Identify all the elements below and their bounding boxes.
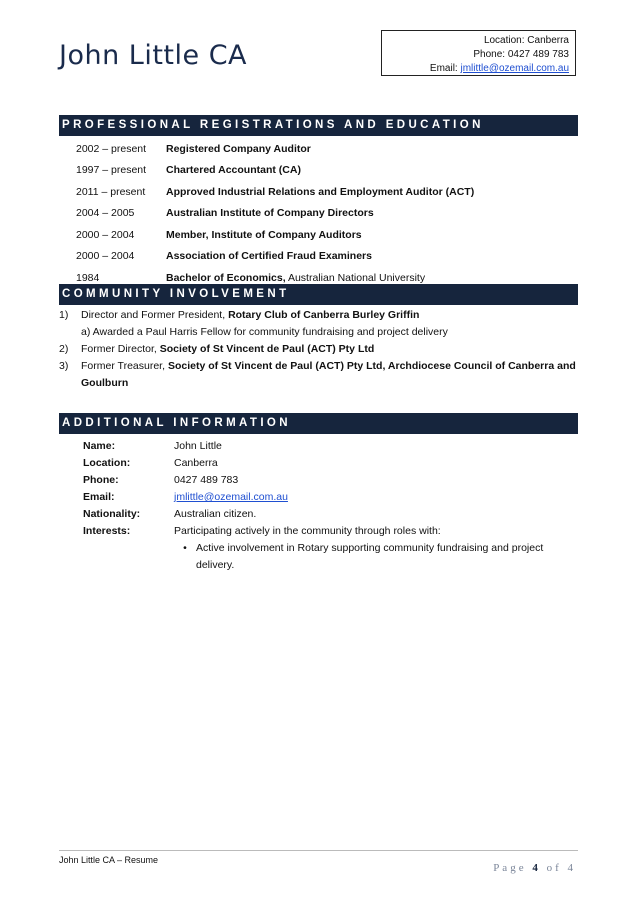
education-period: 1997 – present [76,164,147,177]
resume-name: John Little CA [59,40,248,71]
education-row [76,246,474,268]
contact-box [381,30,576,76]
education-period: 2002 – present [76,142,147,155]
section-education-heading: PROFESSIONAL REGISTRATIONS AND EDUCATION [59,115,578,136]
education-title: Registered Company Auditor [166,142,311,155]
page-prefix: Page [493,862,533,874]
info-label: Nationality: [83,508,141,520]
info-label: Email: [83,491,115,503]
info-value: 0427 489 783 [174,474,239,486]
community-item [59,358,579,392]
contact-email-link[interactable]: jmlittle@ozemail.com.au [460,63,569,74]
education-period: 2004 – 2005 [76,207,135,220]
community-role: Director and Former President, [81,309,229,321]
community-organisation: Rotary Club of Canberra Burley Griffin [228,309,420,321]
community-number: 3) [59,360,69,372]
info-label: Phone: [83,474,119,486]
info-value: Australian citizen. [174,508,257,520]
section-additional-heading: ADDITIONAL INFORMATION [59,413,578,434]
community-role: Former Treasurer, [81,360,168,372]
education-period: 2000 – 2004 [76,250,135,263]
info-email-link[interactable]: jmlittle@ozemail.com.au [174,491,288,503]
education-title: Member, Institute of Company Auditors [166,228,362,241]
education-title: Australian Institute of Company Directors [166,207,374,220]
interest-bullet-text: Active involvement in Rotary supporting community fundraising and project delivery. [196,542,544,571]
education-row [76,181,474,203]
page-current: 4 [532,862,541,874]
community-organisation: Society of St Vincent de Paul (ACT) Pty Ltd, Archdiocese Council of Canberra and Goulburn [81,360,576,389]
education-title: Chartered Accountant (CA) [166,164,301,177]
education-period: 1984 [76,271,100,284]
info-label: Name: [83,440,116,452]
community-role: Former Director, [81,343,160,355]
info-row-location [83,455,574,472]
education-row [76,160,474,182]
education-detail: Australian National University [285,271,426,284]
education-title: Approved Industrial Relations and Employment Auditor (ACT) [166,185,475,198]
education-title: Bachelor of Economics, [166,271,286,284]
page-number [493,862,576,874]
community-item [59,341,579,358]
page-suffix: of 4 [540,862,576,874]
contact-email-label: Email: [429,63,458,74]
footer-title: John Little CA – Resume [59,855,159,865]
community-number: 2) [59,343,69,355]
info-value: John Little [174,440,222,452]
education-title: Association of Certified Fraud Examiners [166,250,372,263]
info-value: Participating actively in the community through roles with: [174,525,441,537]
info-row-nationality [83,506,574,523]
contact-phone: Phone: 0427 489 783 [473,49,569,60]
education-period: 2011 – present [76,185,146,198]
footer-divider [59,850,578,851]
contact-location: Location: Canberra [483,35,569,46]
education-row [76,224,474,246]
info-row-interests [83,523,574,540]
bullet-icon: • [183,542,187,554]
community-number: 1) [59,309,69,321]
section-community-heading: COMMUNITY INVOLVEMENT [59,284,578,305]
info-row-email [83,489,574,506]
info-row-name [83,438,574,455]
education-period: 2000 – 2004 [76,228,135,241]
additional-info [83,438,574,574]
info-label: Interests: [83,525,131,537]
community-item [59,307,579,324]
education-row [76,138,474,160]
info-label: Location: [83,457,131,469]
interest-bullet-item [174,540,574,574]
education-row [76,203,474,225]
community-list [59,307,579,392]
education-list [76,138,474,289]
info-value: Canberra [174,457,218,469]
contact-email-line [388,62,569,76]
community-subitem: a) Awarded a Paul Harris Fellow for community fundraising and project delivery [81,326,448,338]
info-row-phone [83,472,574,489]
community-organisation: Society of St Vincent de Paul (ACT) Pty Ltd [159,343,375,355]
